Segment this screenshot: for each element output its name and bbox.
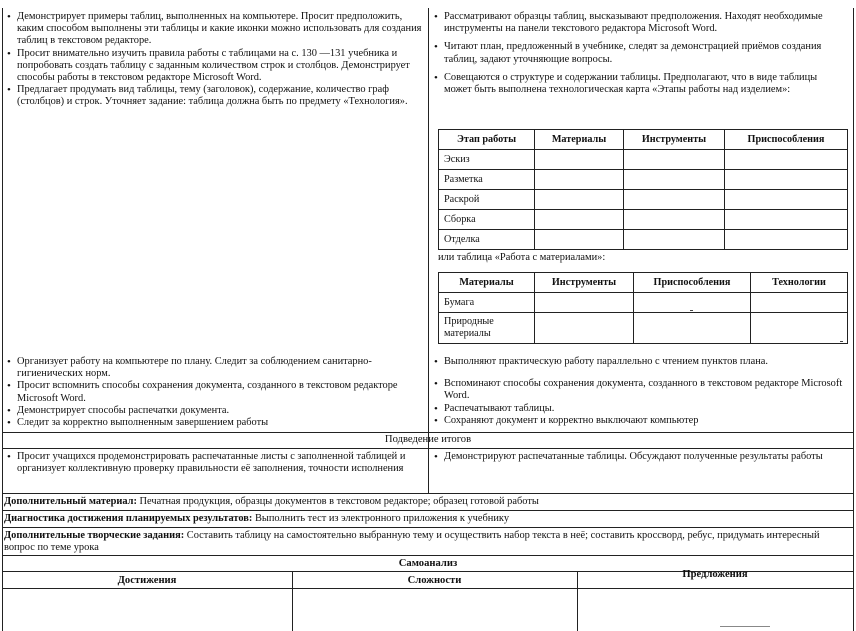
diagnostics-text: Выполнить тест из электронного приложения к учебнику <box>252 513 510 524</box>
table-row <box>439 150 848 170</box>
table-header-row <box>439 273 848 293</box>
extra-material-row <box>4 496 850 508</box>
list-item: • Просит учащихся продемонстрировать распечатанные листы с заполненной таблицей и организует коллективную проверку правильности её заполнения, точности исполнения <box>6 451 424 475</box>
self-analysis-divider-2 <box>577 571 578 631</box>
table-row <box>439 210 848 230</box>
difficulties-header: Сложности <box>407 575 462 586</box>
row-divider-8 <box>2 588 854 589</box>
column-header: Материалы <box>535 130 624 150</box>
column-header: Инструменты <box>624 130 725 150</box>
summary-teacher-cell <box>6 451 424 475</box>
teacher-practice-cell <box>6 356 424 429</box>
frame-right <box>853 8 854 631</box>
row-label: Раскрой <box>439 190 535 210</box>
list-item: • Выполняют практическую работу параллельно с чтением пунктов плана. <box>433 356 847 368</box>
row-divider-6 <box>2 555 854 556</box>
column-header: Приспособления <box>634 273 751 293</box>
row-divider-1 <box>2 432 854 433</box>
extra-material-label: Дополнительный материал: <box>4 496 137 507</box>
list-item: • Вспоминают способы сохранения документа, созданного в текстовом редакторе Microsoft Word. <box>433 378 847 402</box>
proposals-header: Предложения <box>682 569 748 580</box>
column-header: Приспособления <box>725 130 848 150</box>
row-divider-5 <box>2 527 854 528</box>
summary-student-list <box>433 451 847 463</box>
column-divider <box>428 8 429 493</box>
column-header: Технологии <box>751 273 848 293</box>
work-stages-table <box>438 129 848 250</box>
scan-mark <box>720 626 770 627</box>
table-row <box>439 293 848 313</box>
student-activity-cell <box>433 11 847 96</box>
row-label: Природные материалы <box>439 313 535 344</box>
column-header: Этап работы <box>439 130 535 150</box>
table-row <box>439 170 848 190</box>
row-divider-3 <box>2 493 854 494</box>
row-divider-2 <box>2 448 854 449</box>
list-item: • Читают план, предложенный в учебнике, следят за демонстрацией приёмов создания таблиц, задают уточняющие вопросы. <box>433 41 847 65</box>
row-label: Бумага <box>439 293 535 313</box>
creative-tasks-row <box>4 530 850 554</box>
creative-tasks-text: Составить таблицу на самостоятельно выбранную тему и осуществить набор текста в неё; составить кроссворд, ребус, придумать интересный вопрос по теме урока <box>4 530 820 553</box>
summary-student-cell <box>433 451 847 463</box>
extra-material-text: Печатная продукция, образцы документов в текстовом редакторе; образец готовой работы <box>136 496 539 507</box>
teacher-activity-list <box>6 11 424 109</box>
row-label: Отделка <box>439 230 535 250</box>
list-item: • Распечатывают таблицы. <box>433 403 847 415</box>
scan-mark <box>840 341 843 342</box>
teacher-activity-cell <box>6 11 424 109</box>
table2-caption: или таблица «Работа с материалами»: <box>438 252 606 263</box>
student-practice-list <box>433 356 847 427</box>
list-item: • Просит вспомнить способы сохранения документа, созданного в текстовом редакторе Microsoft Word. <box>6 380 424 404</box>
column-header: Материалы <box>439 273 535 293</box>
teacher-practice-list <box>6 356 424 429</box>
scan-mark <box>690 310 693 311</box>
list-item: • Организует работу на компьютере по плану. Следит за соблюдением санитарно-гигиенических норм. <box>6 356 424 380</box>
list-item: • Демонстрирует примеры таблиц, выполненных на компьютере. Просит предположить, каким способом выполнены эти таблицы и какие иконки можно использовать для создания таблиц в текстовом редакторе. <box>6 11 424 48</box>
list-item: • Предлагает продумать вид таблицы, тему (заголовок), содержание, количество граф (столбцов) и строк. Уточняет задание: таблица должна быть по предмету «Технология». <box>6 84 424 108</box>
row-label: Разметка <box>439 170 535 190</box>
row-label: Сборка <box>439 210 535 230</box>
student-practice-cell <box>433 356 847 427</box>
summary-header: Подведение итогов <box>384 434 472 445</box>
list-item: • Демонстрирует способы распечатки документа. <box>6 405 424 417</box>
diagnostics-row <box>4 513 850 525</box>
list-item: • Совещаются о структуре и содержании таблицы. Предполагают, что в виде таблицы может быть выполнена технологическая карта «Этапы работы над изделием»: <box>433 72 847 96</box>
table-row <box>439 230 848 250</box>
diagnostics-label: Диагностика достижения планируемых результатов: <box>4 513 253 524</box>
materials-table <box>438 272 848 344</box>
row-divider-4 <box>2 510 854 511</box>
list-item: • Сохраняют документ и корректно выключают компьютер <box>433 415 847 427</box>
column-header: Инструменты <box>535 273 634 293</box>
achievements-header: Достижения <box>117 575 177 586</box>
summary-teacher-list <box>6 451 424 475</box>
creative-tasks-label: Дополнительные творческие задания: <box>4 530 185 541</box>
list-item: • Рассматривают образцы таблиц, высказывают предположения. Находят необходимые инструменты на панели текстового редактора Microsoft Word. <box>433 11 847 35</box>
list-item: • Просит внимательно изучить правила работы с таблицами на с. 130 —131 учебника и попробовать создать таблицу с заданным количеством строк и столбцов. Демонстрирует способы работы в текстовом редакторе Microsoft Word. <box>6 48 424 85</box>
table-row <box>439 313 848 344</box>
student-activity-list <box>433 11 847 96</box>
list-item: • Демонстрируют распечатанные таблицы. Обсуждают полученные результаты работы <box>433 451 847 463</box>
self-analysis-title: Самоанализ <box>398 558 458 569</box>
row-label: Эскиз <box>439 150 535 170</box>
list-item: • Следит за корректно выполненным завершением работы <box>6 417 424 429</box>
table-header-row <box>439 130 848 150</box>
table-row <box>439 190 848 210</box>
frame-left <box>2 8 3 631</box>
